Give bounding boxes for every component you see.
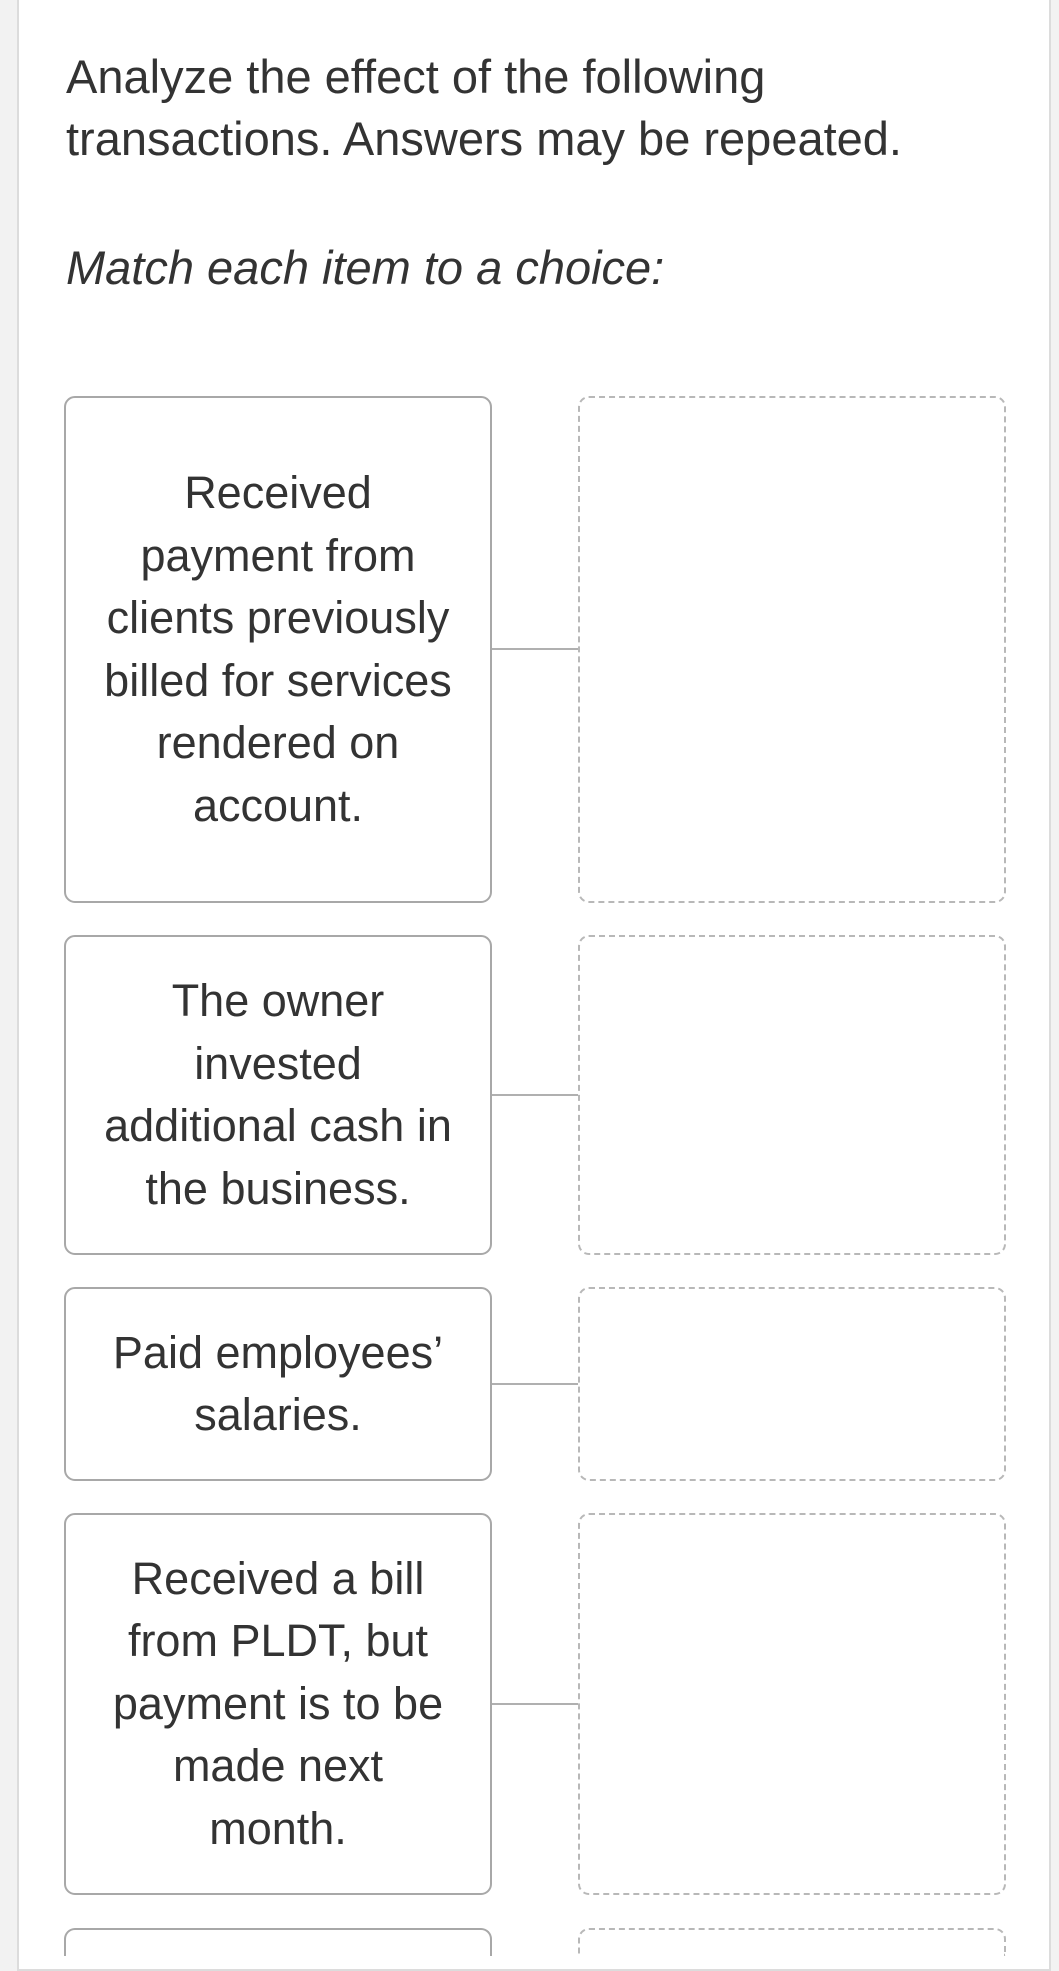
answer-drop-zone-5[interactable] <box>578 1928 1006 1956</box>
answer-drop-zone-4[interactable] <box>578 1513 1006 1895</box>
answer-drop-zone-3[interactable] <box>578 1287 1006 1481</box>
match-item-label: Received a bill from PLDT, but payment is to be made next month. <box>112 1552 444 1854</box>
match-connector <box>492 1383 578 1385</box>
match-connector <box>492 1094 578 1096</box>
match-item-1[interactable] <box>64 396 492 903</box>
match-item-2[interactable] <box>64 935 492 1255</box>
match-connector <box>492 1703 578 1705</box>
match-instruction: Match each item to a choice: <box>66 241 665 294</box>
match-item-5[interactable] <box>64 1928 492 1956</box>
match-item-label: Paid employees’ salaries. <box>112 1326 444 1440</box>
match-item-3[interactable] <box>64 1287 492 1481</box>
answer-drop-zone-2[interactable] <box>578 935 1006 1255</box>
match-item-label: The owner invested additional cash in the business. <box>104 975 452 1214</box>
answer-drop-zone-1[interactable] <box>578 396 1006 903</box>
match-item-4[interactable] <box>64 1513 492 1895</box>
question-prompt: Analyze the effect of the following transactions. Answers may be repeated. <box>66 50 902 165</box>
match-item-label: Received payment from clients previously billed for services rendered on account. <box>104 467 452 831</box>
match-connector <box>492 648 578 650</box>
